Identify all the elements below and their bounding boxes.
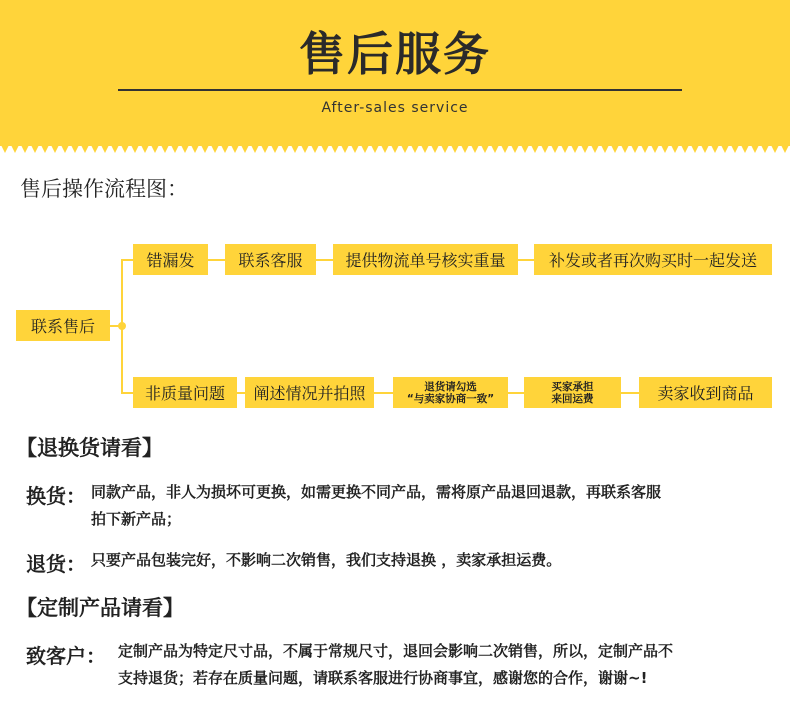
connector-r2-1	[237, 392, 245, 394]
connector-r2-3	[508, 392, 524, 394]
custom-heading: 【定制产品请看】	[16, 596, 184, 620]
connector-r1-2	[316, 259, 333, 261]
connector-r2-2	[374, 392, 393, 394]
refund-text: 只要产品包装完好，不影响二次销售，我们支持退换 ，卖家承担运费。	[91, 551, 562, 569]
connector-r1-3	[518, 259, 534, 261]
flow-row1-step4: 补发或者再次购买时一起发送	[534, 244, 772, 275]
page-subtitle: After-sales service	[321, 100, 469, 116]
zigzag-edge	[0, 143, 790, 153]
flow-row2-step3-line1: 退货请勾选	[424, 380, 477, 393]
exchange-term: 换货：	[26, 484, 86, 508]
connector-r2-4	[621, 392, 639, 394]
custom-text-line2: 支持退货；若存在质量问题，请联系客服进行协商事宜，感谢您的合作，谢谢~!	[118, 669, 648, 687]
flow-row2-step3	[393, 377, 508, 408]
flow-row2-step2: 阐述情况并拍照	[245, 377, 374, 408]
flow-row2-step4-line2: 来回运费	[551, 392, 594, 405]
flow-row2-step1: 非质量问题	[133, 377, 237, 408]
connector-r1-1	[208, 259, 225, 261]
page-title: 售后服务	[299, 27, 491, 81]
connector-row2	[121, 392, 133, 394]
flow-row1-step3: 提供物流单号核实重量	[333, 244, 518, 275]
customer-term: 致客户：	[26, 644, 106, 668]
title-divider	[118, 89, 682, 91]
connector-vertical	[121, 260, 123, 393]
flow-row2-step5: 卖家收到商品	[639, 377, 772, 408]
flow-row2-step4	[524, 377, 621, 408]
exchange-text-line2: 拍下新产品；	[91, 510, 182, 528]
connector-row1	[121, 259, 133, 261]
flow-row1-step2: 联系客服	[225, 244, 316, 275]
flow-row2-step3-line2: “与卖家协商一致”	[406, 392, 495, 405]
exchange-text-line1: 同款产品，非人为损坏可更换，如需更换不同产品，需将原产品退回退款，再联系客服	[91, 483, 662, 501]
returns-heading: 【退换货请看】	[16, 436, 163, 460]
flow-label: 售后操作流程图：	[20, 177, 188, 201]
flow-row2-step4-line1: 买家承担	[551, 380, 594, 393]
flow-start-box: 联系售后	[16, 310, 110, 341]
refund-term: 退货：	[26, 552, 86, 576]
flow-row1-step1: 错漏发	[133, 244, 208, 275]
custom-text-line1: 定制产品为特定尺寸品，不属于常规尺寸，退回会影响二次销售，所以，定制产品不	[118, 642, 674, 660]
